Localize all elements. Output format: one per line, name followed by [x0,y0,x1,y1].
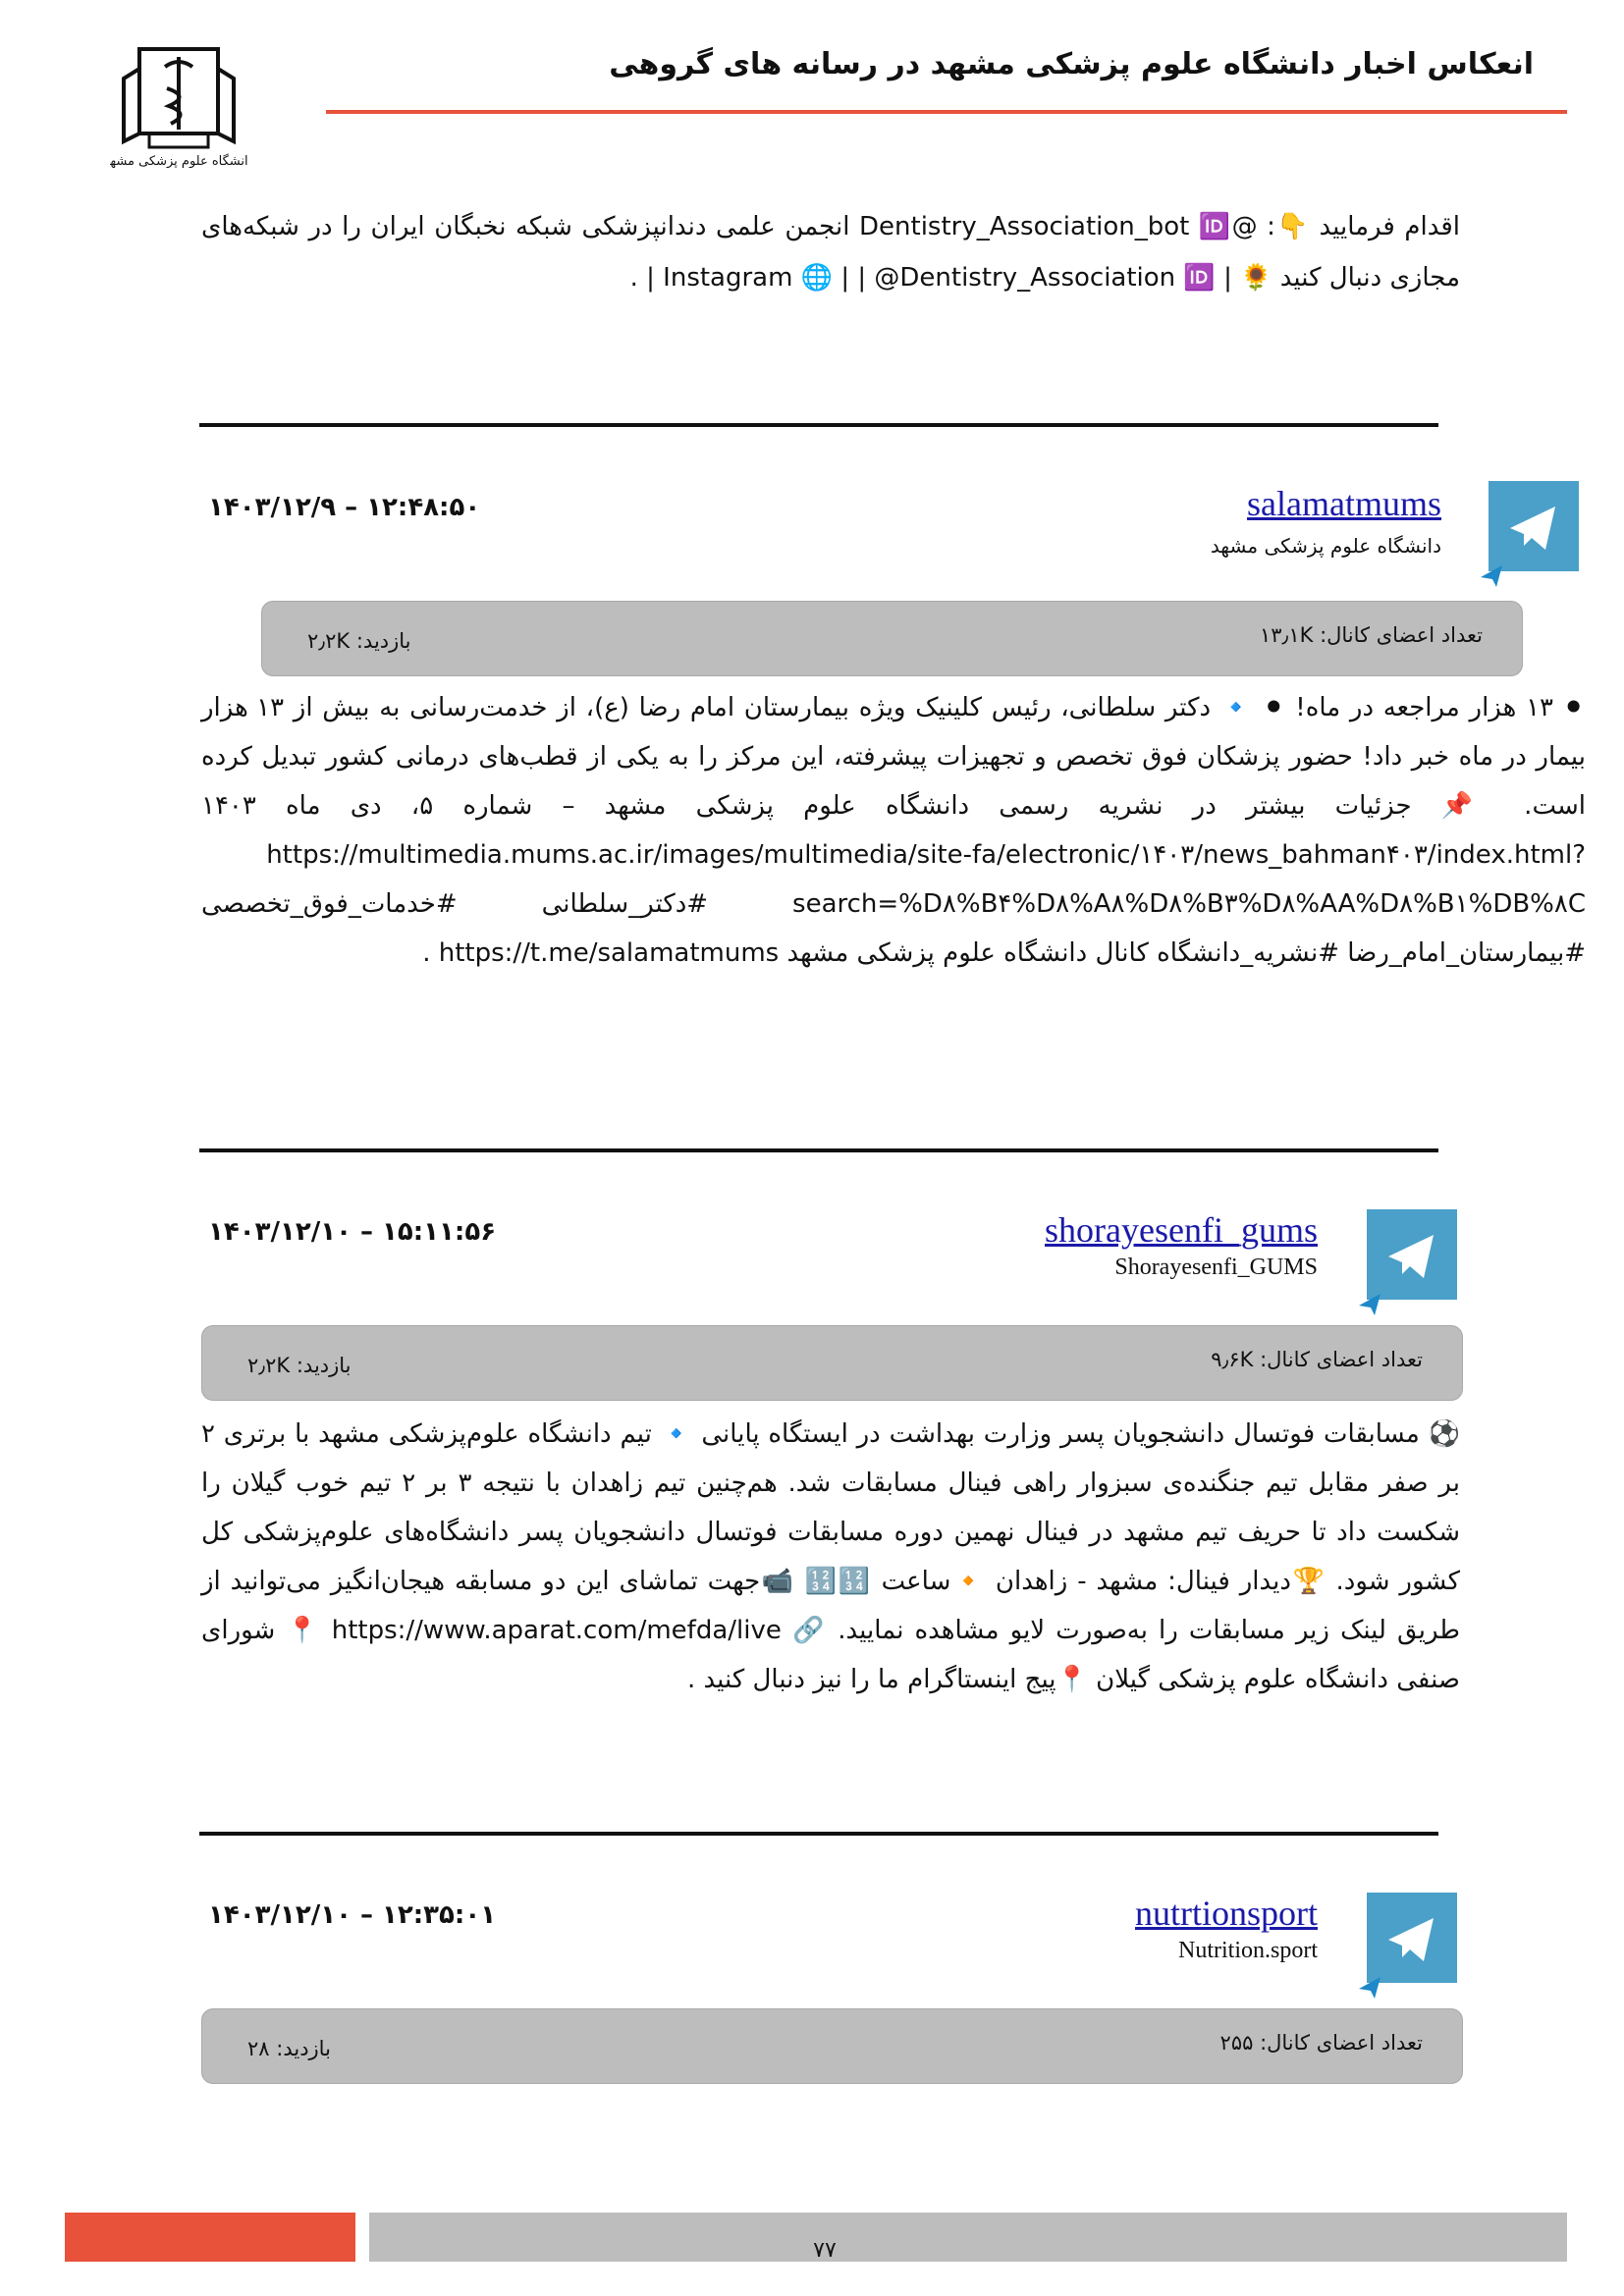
page-title: انعکاس اخبار دانشگاه علوم پزشکی مشهد در رسانه های گروهی [609,47,1534,81]
post-body: ⚽ مسابقات فوتسال دانشجویان پسر وزارت بهداشت در ایستگاه پایانی 🔹 تیم دانشگاه علوم‌پزشکی مشهد با برتری ۲ بر صفر مقابل تیم جنگنده‌ی سبزوار راهی فینال مسابقات شد. هم‌چنین تیم زاهدان با نتیجه ۳ بر ۲ تیم خوب گیلان را شکست داد تا حریف تیم مشهد در فینال نهمین دوره مسابقات فوتسال دانشجویان پسر دانشگاه‌های علوم‌پزشکی کل کشور شود. 🏆دیدار فینال: مشهد - زاهدان 🔸ساعت 🔢🔢 📹جهت تماشای این دو مسابقه هیجان‌انگیز می‌توانید از طریق لینک زیر مسابقات را به‌صورت لایو مشاهده نمایید. 🔗 https://www.aparat.com/mefda/live 📍 شورای صنفی دانشگاه علوم پزشکی گیلان 📍پیج اینستاگرام ما را نیز دنبال کنید . [201,1419,1460,1694]
post-timestamp: ۱۴۰۳/۱۲/۱۰ – ۱۵:۱۱:۵۶ [208,1217,497,1247]
separator [199,1832,1438,1836]
member-count: تعداد اعضای کانال: ۹٫۶K [1211,1348,1423,1371]
stats-bar [201,1325,1463,1401]
stats-bar [261,601,1523,676]
page-number: ۷۷ [813,2238,837,2263]
intro-paragraph: اقدام فرمایید 👇: @Dentistry_Association_bot 🆔 انجمن علمی دندانپزشکی شبکه نخبگان ایران را در شبکه‌های مجازی دنبال کنید 🌻 | Instagram 🌐 | | @Dentistry_Association 🆔 | . [201,212,1460,293]
telegram-icon [1359,1893,1457,2001]
channel-subtitle: Shorayesenfi_GUMS [1114,1255,1318,1280]
separator [199,1148,1438,1152]
channel-link[interactable]: salamatmums [1247,484,1441,523]
view-count: بازدید: ۲٫۲K [247,1354,352,1377]
member-count: تعداد اعضای کانال: ۱۳٫۱K [1259,623,1483,647]
footer-bar [369,2213,1567,2262]
channel-subtitle: دانشگاه علوم پزشکی مشهد [1210,534,1441,558]
view-count: بازدید: ۲۸ [247,2037,331,2060]
channel-subtitle: Nutrition.sport [1178,1938,1318,1963]
separator [199,423,1438,427]
post-timestamp: ۱۴۰۳/۱۲/۱۰ – ۱۲:۳۵:۰۱ [208,1900,497,1930]
view-count: بازدید: ۲٫۲K [307,629,411,653]
footer-accent-bar [65,2213,355,2262]
member-count: تعداد اعضای کانال: ۲۵۵ [1219,2031,1423,2055]
post-body: ⚫ ۱۳ هزار مراجعه در ماه! ⚫ 🔹 دکتر سلطانی، رئیس کلینیک ویژه بیمارستان امام رضا (ع)، از خدمت‌رسانی به بیش از ۱۳ هزار بیمار در ماه خبر داد! حضور پزشکان فوق تخصص و تجهیزات پیشرفته، این مرکز را به یکی از قطب‌های درمانی کشور تبدیل کرده است. 📌 جزئیات بیشتر در نشریه رسمی دانشگاه علوم پزشکی مشهد – شماره ۵، دی ماه ۱۴۰۳ https://multimedia.mums.ac.ir/images/multimedia/site-fa/electronic/۱۴۰۳/news_bahman۴۰۳/index.html?search=%D۸%B۴%D۸%A۸%D۸%B۳%D۸%AA%D۸%B۱%DB%۸C #دکتر_سلطانی #خدمات_فوق_تخصصی #بیمارستان_امام_رضا #نشریه_دانشگاه کانال دانشگاه علوم پزشکی مشهد https://t.me/salamatmums . [201,693,1586,968]
header-rule [326,110,1567,114]
channel-link[interactable]: nutrtionsport [1135,1894,1318,1933]
university-logo-icon [110,39,247,171]
post-timestamp: ۱۴۰۳/۱۲/۹ – ۱۲:۴۸:۵۰ [208,493,481,522]
svg-text:دانشگاه علوم پزشکی مشهد: دانشگاه علوم پزشکی مشهد [110,154,247,169]
telegram-icon [1481,481,1579,589]
stats-bar [201,2008,1463,2084]
telegram-icon [1359,1209,1457,1317]
channel-link[interactable]: shorayesenfi_gums [1045,1210,1318,1250]
